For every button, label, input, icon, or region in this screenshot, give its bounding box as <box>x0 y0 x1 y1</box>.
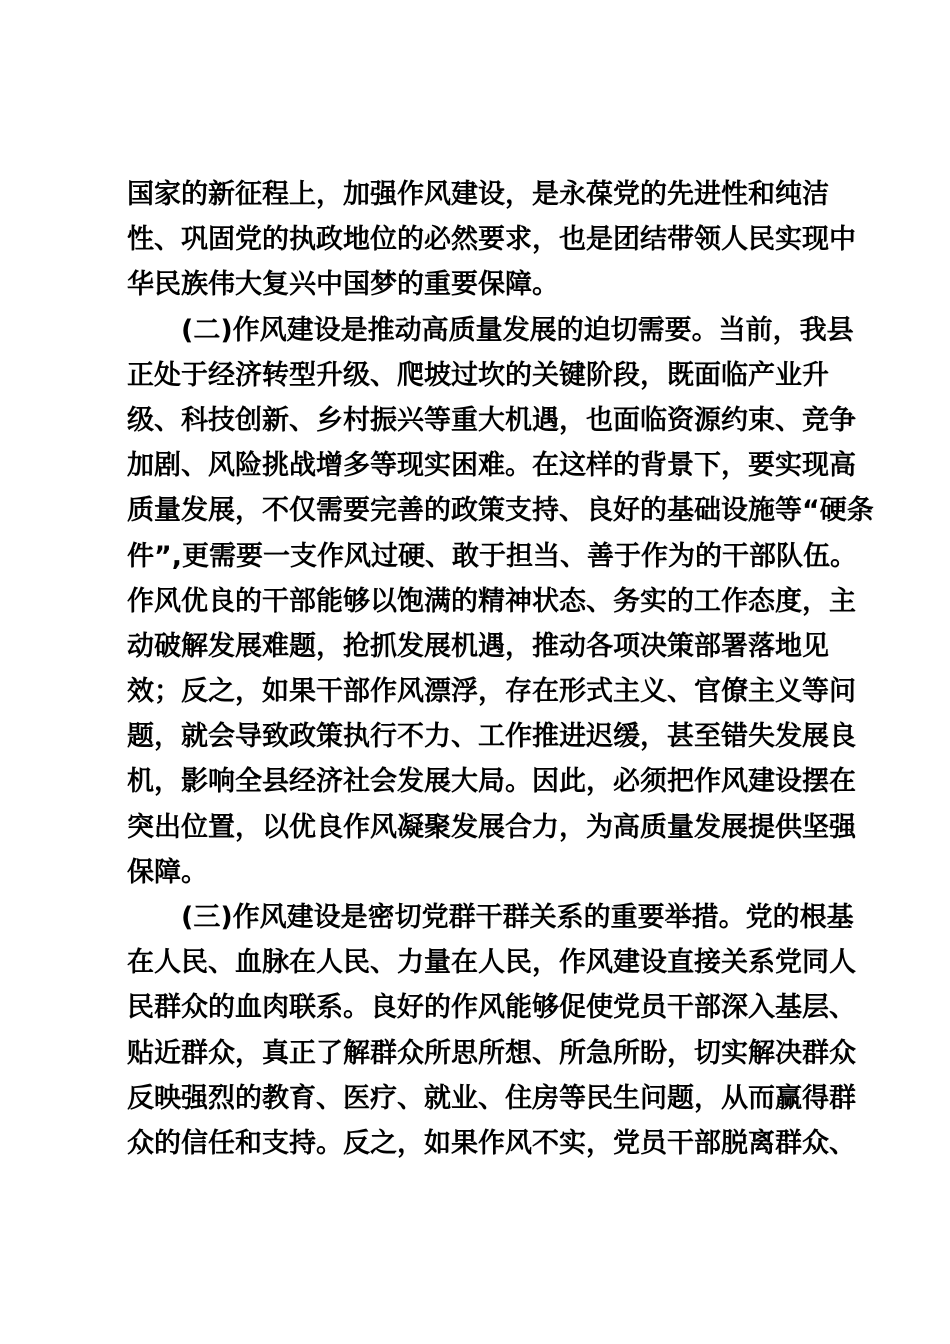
text-line: 质量发展，不仅需要完善的政策支持、良好的基础设施等“硬条 <box>127 495 874 527</box>
text-line: 性、巩固党的执政地位的必然要求，也是团结带领人民实现中 <box>127 224 856 256</box>
text-line: 题，就会导致政策执行不力、工作推进迟缓，甚至错失发展良 <box>127 721 856 753</box>
text-line: 贴近群众，真正了解群众所思所想、所急所盼，切实解决群众 <box>127 1037 856 1069</box>
text-line: 保障。 <box>127 856 208 888</box>
text-line: 加剧、风险挑战增多等现实困难。在这样的背景下，要实现高 <box>127 450 856 482</box>
paragraph-3 <box>127 895 856 1166</box>
text-line: 突出位置，以优良作风凝聚发展合力，为高质量发展提供坚强 <box>127 811 856 843</box>
text-line: (二)作风建设是推动高质量发展的迫切需要。当前，我县 <box>181 314 854 346</box>
text-line: 件”,更需要一支作风过硬、敢于担当、善于作为的干部队伍。 <box>127 540 858 572</box>
text-line: 民群众的血肉联系。良好的作风能够促使党员干部深入基层、 <box>127 992 856 1024</box>
text-line: 国家的新征程上，加强作风建设，是永葆党的先进性和纯洁 <box>127 179 829 210</box>
text-line: 反映强烈的教育、医疗、就业、住房等民生问题，从而赢得群 <box>127 1082 856 1114</box>
text-line: 众的信任和支持。反之，如果作风不实，党员干部脱离群众、 <box>127 1127 856 1159</box>
text-line: (三)作风建设是密切党群干群关系的重要举措。党的根基 <box>181 902 854 933</box>
text-line: 机，影响全县经济社会发展大局。因此，必须把作风建设摆在 <box>127 766 856 798</box>
text-line: 作风优良的干部能够以饱满的精神状态、务实的工作态度，主 <box>127 585 856 617</box>
document-body <box>127 172 874 1166</box>
text-line: 在人民、血脉在人民、力量在人民，作风建设直接关系党同人 <box>127 947 856 979</box>
paragraph-1 <box>127 172 856 308</box>
text-line: 正处于经济转型升级、爬坡过坎的关键阶段，既面临产业升 <box>127 359 829 391</box>
text-line: 效；反之，如果干部作风漂浮，存在形式主义、官僚主义等问 <box>127 676 856 708</box>
text-line: 动破解发展难题，抢抓发展机遇，推动各项决策部署落地见 <box>127 630 829 662</box>
text-line: 华民族伟大复兴中国梦的重要保障。 <box>127 269 559 301</box>
text-line: 级、科技创新、乡村振兴等重大机遇，也面临资源约束、竞争 <box>127 404 856 436</box>
paragraph-2 <box>127 308 874 895</box>
